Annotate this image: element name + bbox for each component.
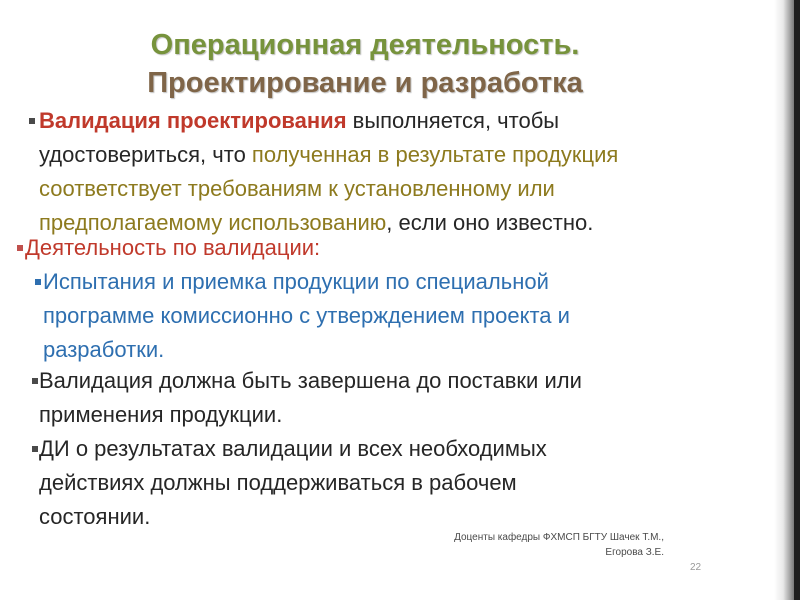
title-line-1: Операционная деятельность. <box>150 29 580 61</box>
paragraph-validation-definition <box>39 104 618 240</box>
paragraph-validation-activity <box>25 231 320 265</box>
text-line: состоянии. <box>39 504 151 529</box>
bullet-marker <box>29 118 35 124</box>
section-label: Деятельность по валидации: <box>25 235 321 260</box>
text-fragment: выполняется, чтобы <box>346 108 560 133</box>
text-line: ДИ о результатах валидации и всех необходимых <box>39 436 547 461</box>
text-line: разработки. <box>43 337 165 362</box>
text-line: действиях должны поддерживаться в рабочем <box>39 470 517 495</box>
text-line: Валидация должна быть завершена до поставки или <box>39 368 582 393</box>
paragraph-documented-info <box>39 432 547 534</box>
slide-page-number: 22 <box>690 562 702 573</box>
text-line: программе комиссионно с утверждением проекта и <box>43 303 570 328</box>
bullet-marker <box>32 446 38 452</box>
title-line-2: Проектирование и разработка <box>147 67 583 99</box>
paragraph-completion <box>39 364 582 432</box>
bullet-marker <box>17 245 23 251</box>
highlighted-text: предполагаемому использованию <box>39 210 387 235</box>
text-fragment: удостовериться, что <box>39 142 252 167</box>
footer-line: Доценты кафедры ФХМСП БГТУ Шачек Т.М., <box>454 532 664 543</box>
paragraph-testing-acceptance <box>43 265 570 367</box>
highlighted-text: соответствует требованиям к установленному или <box>39 176 555 201</box>
slide-edge-dark-strip <box>794 0 800 600</box>
text-line: применения продукции. <box>39 402 283 427</box>
bullet-marker <box>35 279 41 285</box>
text-line: Испытания и приемка продукции по специальной <box>43 269 549 294</box>
highlighted-text: полученная в результате продукция <box>251 142 619 167</box>
text-fragment: , если оно известно. <box>386 210 594 235</box>
footer-line: Егорова З.Е. <box>605 547 664 558</box>
slide-footer-authors <box>420 530 664 560</box>
bullet-marker <box>32 378 38 384</box>
term-design-validation: Валидация проектирования <box>39 108 347 133</box>
